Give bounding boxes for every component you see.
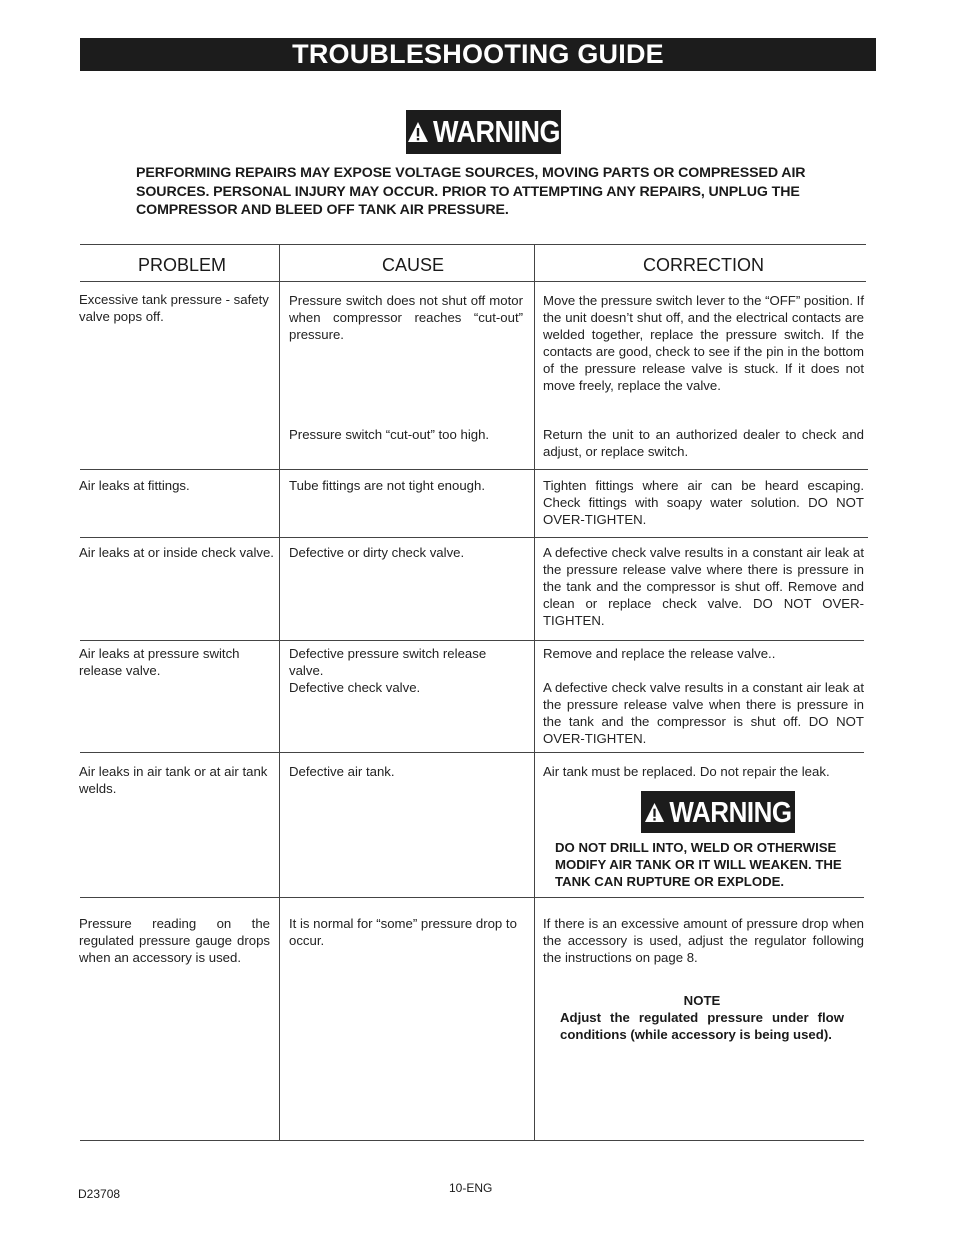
row-rule bbox=[80, 640, 864, 641]
note-title: NOTE bbox=[683, 993, 721, 1008]
correction-cell: Air tank must be replaced. Do not repair the leak. bbox=[543, 764, 830, 779]
document-code: D23708 bbox=[78, 1187, 121, 1201]
cause-cell: It is normal for “some” pressure drop to occur. bbox=[289, 916, 517, 948]
warning-badge bbox=[641, 791, 795, 833]
cause-cell: Pressure switch does not shut off motor when compressor reaches “cut-out” pressure. bbox=[289, 293, 523, 342]
row-rule bbox=[80, 752, 864, 753]
warning-label: WARNING bbox=[433, 114, 560, 149]
problem-cell: Air leaks at fittings. bbox=[79, 478, 190, 493]
correction-cell: A defective check valve results in a constant air leak at the pressure release valve where there is pressure in the tank and the compressor is shut off. Remove and clean or replace check valve. DO NOT OVER-TIGHTEN. bbox=[543, 545, 864, 628]
header-correction: CORRECTION bbox=[643, 255, 764, 275]
header-cause: CAUSE bbox=[382, 255, 445, 275]
note-text: Adjust the regulated pressure under flow conditions (while accessory is being used). bbox=[560, 1010, 844, 1042]
cause-cell: Tube fittings are not tight enough. bbox=[289, 478, 485, 493]
problem-cell: Air leaks in air tank or at air tank welds. bbox=[79, 764, 268, 796]
cause-cell: Defective check valve. bbox=[289, 680, 421, 695]
correction-cell: Return the unit to an authorized dealer to check and adjust, or replace switch. bbox=[543, 427, 864, 459]
warning-triangle-icon bbox=[407, 121, 429, 143]
table-top-rule bbox=[80, 244, 866, 245]
safety-warning-text: PERFORMING REPAIRS MAY EXPOSE VOLTAGE SOURCES, MOVING PARTS OR COMPRESSED AIR SOURCES. PERSONAL INJURY MAY OCCUR. PRIOR TO ATTEMPTING ANY REPAIRS, UNPLUG THE COMPRESSOR AND BLEED OFF TANK AIR PRESSURE. bbox=[136, 165, 806, 218]
row-rule bbox=[80, 469, 868, 470]
correction-cell: If there is an excessive amount of pressure drop when the accessory is used, adjust the regulator following the instructions on page 8. bbox=[543, 916, 864, 965]
problem-cell: Pressure reading on the regulated pressure gauge drops when an accessory is used. bbox=[79, 916, 270, 965]
tank-warning-text: DO NOT DRILL INTO, WELD OR OTHERWISE MODIFY AIR TANK OR IT WILL WEAKEN. THE TANK CAN RUPTURE OR EXPLODE. bbox=[555, 840, 842, 889]
cause-cell: Defective pressure switch release valve. bbox=[289, 646, 487, 678]
cause-cell: Pressure switch “cut-out” too high. bbox=[289, 427, 490, 442]
problem-cell: Air leaks at pressure switch release valve. bbox=[79, 646, 240, 678]
warning-triangle-icon bbox=[644, 802, 665, 823]
page-title: TROUBLESHOOTING GUIDE bbox=[80, 38, 876, 71]
cause-cell: Defective or dirty check valve. bbox=[289, 545, 465, 560]
row-rule bbox=[80, 537, 868, 538]
correction-cell: Tighten fittings where air can be heard escaping. Check fittings with soapy water solution. DO NOT OVER-TIGHTEN. bbox=[543, 478, 864, 527]
header-rule bbox=[80, 281, 866, 282]
table-bottom-rule bbox=[80, 1140, 864, 1141]
header-problem: PROBLEM bbox=[138, 255, 227, 275]
warning-badge bbox=[406, 110, 561, 154]
column-divider bbox=[534, 244, 535, 1141]
cause-cell: Defective air tank. bbox=[289, 764, 395, 779]
page-number: 10-ENG bbox=[449, 1181, 493, 1195]
row-rule bbox=[80, 897, 864, 898]
problem-cell: Air leaks at or inside check valve. bbox=[79, 545, 274, 560]
problem-cell: Excessive tank pressure - safety valve pops off. bbox=[79, 292, 269, 324]
warning-label: WARNING bbox=[669, 794, 792, 829]
column-divider bbox=[279, 244, 280, 1141]
correction-cell: Move the pressure switch lever to the “OFF” position. If the unit doesn’t shut off, and the electrical contacts are welded together, replace the pressure switch. If the contacts are good, check to see if the pin in the bottom of the pressure release valve is stuck. If it does not move freely, replace the valve. bbox=[543, 293, 865, 393]
correction-cell: Remove and replace the release valve.. bbox=[543, 646, 776, 661]
correction-cell: A defective check valve results in a constant air leak at the pressure release valve when there is pressure in the tank and the compressor is shut off. DO NOT OVER-TIGHTEN. bbox=[543, 680, 864, 746]
